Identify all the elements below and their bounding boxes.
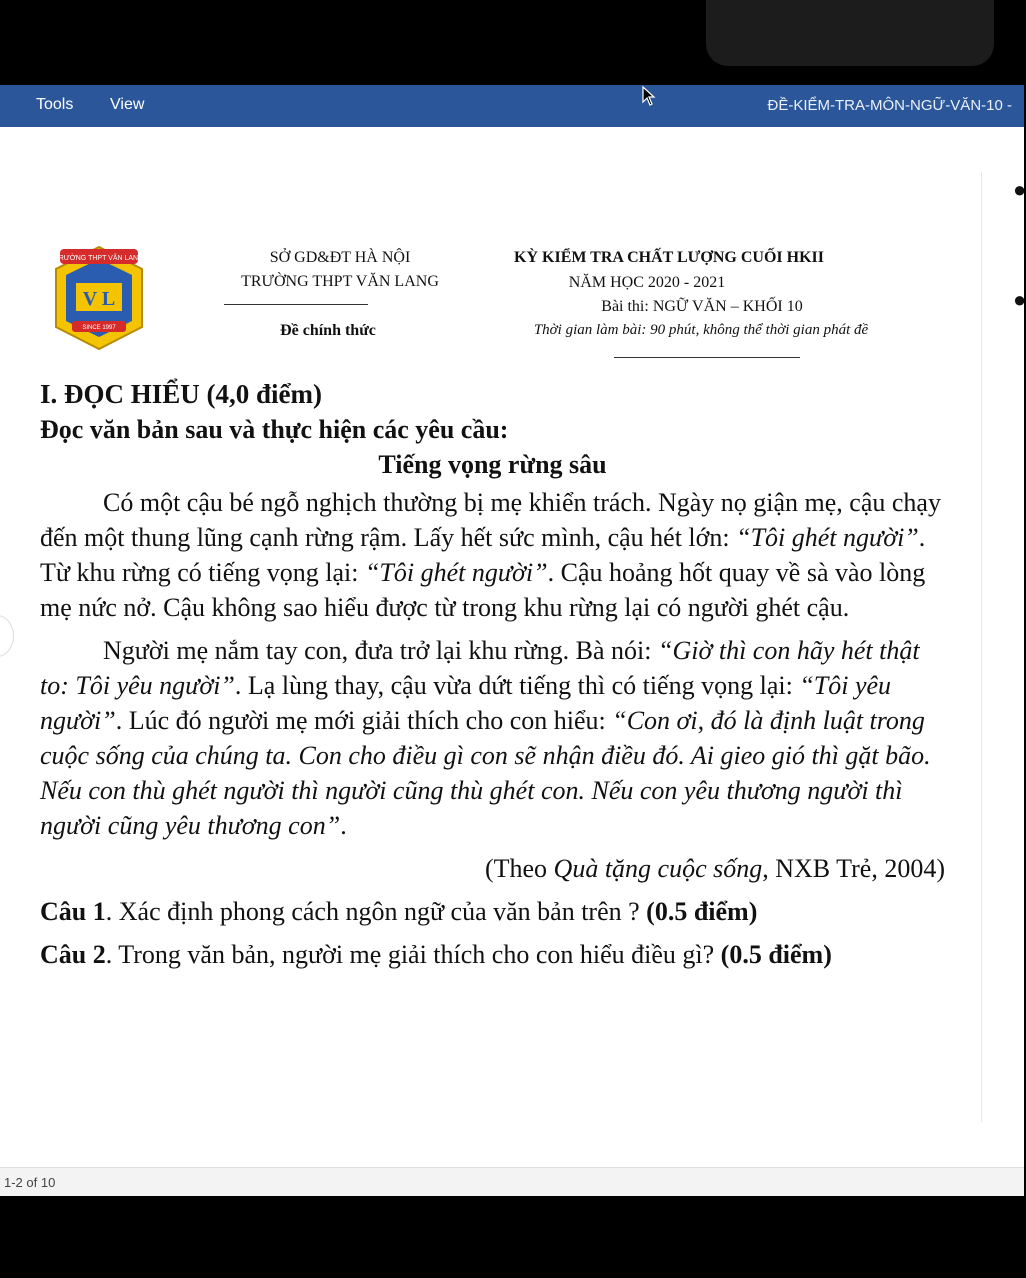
menu-view[interactable]: View: [110, 96, 145, 113]
document-page: [0, 127, 1024, 1167]
story-title: Tiếng vọng rừng sâu: [378, 450, 607, 479]
header-divider: [614, 357, 800, 358]
adjacent-page-edge: ●: [1013, 177, 1026, 202]
school-logo: [50, 245, 148, 351]
question-1: Câu 1. Xác định phong cách ngôn ngữ của văn bản trên ? (0.5 điểm): [40, 897, 758, 926]
menu-bar: [0, 85, 1024, 127]
svg-text:SINCE 1997: SINCE 1997: [82, 325, 116, 331]
page-count: 1-2 of 10: [4, 1175, 56, 1190]
department-name: SỞ GD&ĐT HÀ NỘI: [269, 249, 411, 266]
menu-tools[interactable]: Tools: [36, 96, 74, 113]
school-name: TRƯỜNG THPT VĂN LANG: [241, 273, 439, 290]
svg-text:TRƯỜNG THPT VĂN LANG: TRƯỜNG THPT VĂN LANG: [54, 255, 144, 262]
section-heading: I. ĐỌC HIỂU (4,0 điểm): [40, 379, 322, 409]
page-margin-line: [981, 172, 982, 1122]
adjacent-page-edge: ●: [1013, 287, 1026, 312]
story-paragraph-1: Có một cậu bé ngỗ nghịch thường bị mẹ khiển trách. Ngày nọ giận mẹ, cậu chạy đến một thung lũng cạnh rừng rậm. Lấy hết sức mình, cậu hét lớn: “Tôi ghét người”. Từ khu rừng có tiếng vọng lại: “Tôi ghét người”. Cậu hoảng hốt quay về sà vào lòng mẹ nức nở. Cậu không sao hiểu được từ trong khu rừng lại có người ghét cậu.: [40, 488, 941, 622]
document-title[interactable]: ĐỀ-KIỂM-TRA-MÔN-NGỮ-VĂN-10 -: [767, 97, 1012, 114]
status-bar: [0, 1167, 1024, 1196]
camera-notch: [706, 0, 994, 66]
exam-body: [40, 377, 945, 972]
mouse-cursor-icon: [642, 86, 656, 106]
exam-subject: Bài thi: NGỮ VĂN – KHỐI 10: [601, 298, 803, 315]
official-exam-label: Đề chính thức: [280, 322, 376, 339]
exam-duration: Thời gian làm bài: 90 phút, không thể thời gian phát đề: [533, 322, 869, 338]
school-year: NĂM HỌC 2020 - 2021: [568, 274, 726, 291]
story-paragraph-2: Người mẹ nắm tay con, đưa trở lại khu rừng. Bà nói: “Giờ thì con hãy hét thật to: Tôi yêu người”. Lạ lùng thay, cậu vừa dứt tiếng thì có tiếng vọng lại: “Tôi yêu người”. Lúc đó người mẹ mới giải thích cho con hiểu: “Con ơi, đó là định luật trong cuộc sống của chúng ta. Con cho điều gì con sẽ nhận điều đó. Ai gieo gió thì gặt bão. Nếu con thù ghét người thì người cũng thù ghét con. Nếu con yêu thương người thì người cũng yêu thương con”.: [40, 636, 931, 840]
svg-text:V L: V L: [82, 288, 116, 310]
exam-title: KỲ KIỂM TRA CHẤT LƯỢNG CUỐI HKII: [514, 249, 824, 266]
reading-instruction: Đọc văn bản sau và thực hiện các yêu cầu:: [40, 415, 509, 444]
scroll-nav-button[interactable]: [0, 615, 14, 657]
question-2: Câu 2. Trong văn bản, người mẹ giải thích cho con hiểu điều gì? (0.5 điểm): [40, 940, 832, 969]
header-divider: [224, 304, 368, 305]
source-citation: (Theo Quà tặng cuộc sống, NXB Trẻ, 2004): [484, 854, 945, 883]
